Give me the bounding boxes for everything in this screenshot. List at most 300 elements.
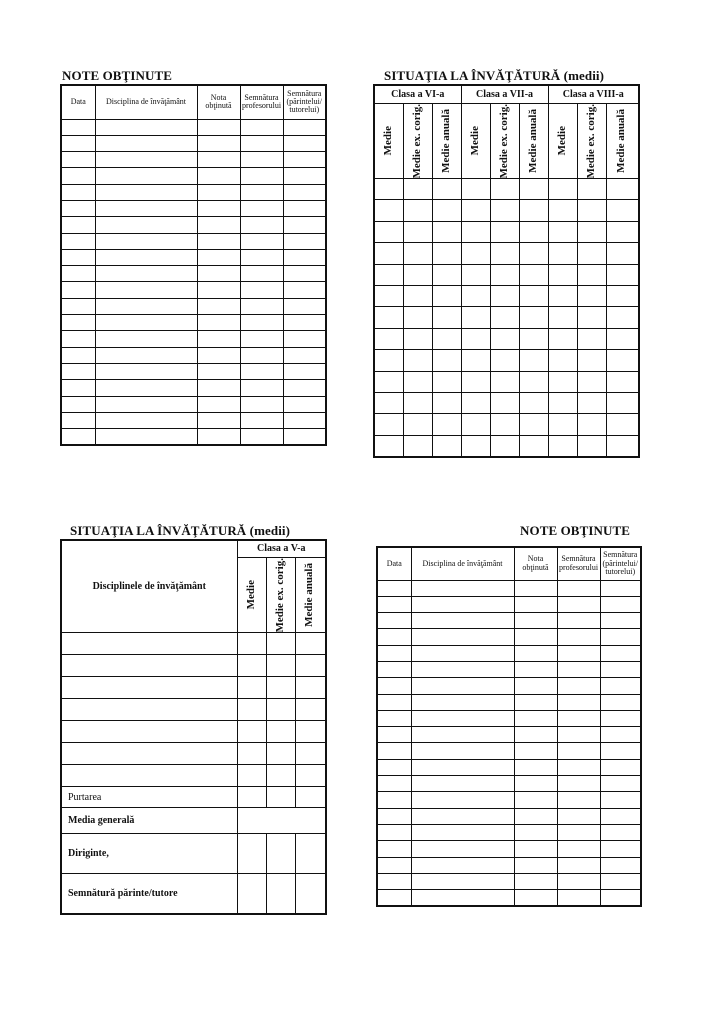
entry-cell[interactable]	[519, 328, 548, 349]
entry-cell[interactable]	[374, 414, 403, 435]
entry-cell[interactable]	[600, 727, 641, 743]
entry-cell[interactable]	[490, 221, 519, 242]
entry-cell[interactable]	[519, 221, 548, 242]
entry-cell[interactable]	[548, 350, 577, 371]
entry-cell[interactable]	[514, 808, 557, 824]
entry-cell[interactable]	[557, 629, 600, 645]
entry-cell[interactable]	[514, 645, 557, 661]
entry-cell[interactable]	[557, 824, 600, 840]
entry-cell[interactable]	[95, 412, 197, 428]
entry-cell[interactable]	[411, 759, 514, 775]
entry-cell[interactable]	[600, 890, 641, 906]
entry-cell[interactable]	[557, 645, 600, 661]
entry-cell[interactable]	[519, 307, 548, 328]
entry-cell[interactable]	[377, 661, 411, 677]
entry-cell[interactable]	[377, 710, 411, 726]
entry-cell[interactable]	[600, 613, 641, 629]
entry-cell[interactable]	[461, 285, 490, 306]
entry-cell[interactable]	[411, 710, 514, 726]
entry-cell[interactable]	[283, 315, 326, 331]
entry-cell[interactable]	[283, 266, 326, 282]
entry-cell[interactable]	[197, 331, 240, 347]
entry-cell[interactable]	[606, 350, 639, 371]
entry-cell[interactable]	[606, 179, 639, 200]
entry-cell[interactable]	[61, 347, 95, 363]
entry-cell[interactable]	[283, 347, 326, 363]
entry-cell[interactable]	[197, 298, 240, 314]
entry-cell[interactable]	[490, 350, 519, 371]
entry-cell[interactable]	[519, 392, 548, 413]
entry-cell[interactable]	[197, 168, 240, 184]
entry-cell[interactable]	[490, 200, 519, 221]
entry-cell[interactable]	[61, 380, 95, 396]
entry-cell[interactable]	[95, 152, 197, 168]
entry-cell[interactable]	[600, 678, 641, 694]
entry-cell[interactable]	[240, 298, 283, 314]
entry-cell[interactable]	[432, 243, 461, 264]
entry-cell[interactable]	[61, 217, 95, 233]
entry-cell[interactable]	[283, 217, 326, 233]
entry-cell[interactable]	[374, 435, 403, 456]
entry-cell[interactable]	[606, 264, 639, 285]
entry-cell[interactable]	[411, 776, 514, 792]
entry-cell[interactable]	[461, 371, 490, 392]
entry-cell[interactable]	[197, 380, 240, 396]
entry-cell[interactable]	[95, 184, 197, 200]
entry-cell[interactable]	[606, 200, 639, 221]
entry-cell[interactable]	[519, 243, 548, 264]
entry-cell[interactable]	[548, 328, 577, 349]
entry-cell[interactable]	[95, 347, 197, 363]
entry-cell[interactable]	[577, 350, 606, 371]
entry-cell[interactable]	[95, 380, 197, 396]
entry-cell[interactable]	[557, 727, 600, 743]
entry-cell[interactable]	[577, 179, 606, 200]
entry-cell[interactable]	[95, 331, 197, 347]
entry-cell[interactable]	[432, 307, 461, 328]
entry-cell[interactable]	[197, 315, 240, 331]
entry-cell[interactable]	[557, 776, 600, 792]
entry-cell[interactable]	[240, 217, 283, 233]
entry-cell[interactable]	[377, 727, 411, 743]
entry-cell[interactable]	[403, 350, 432, 371]
entry-cell[interactable]	[61, 298, 95, 314]
entry-cell[interactable]	[411, 580, 514, 596]
entry-cell[interactable]	[283, 412, 326, 428]
entry-cell[interactable]	[600, 841, 641, 857]
entry-cell[interactable]	[240, 200, 283, 216]
entry-cell[interactable]	[95, 429, 197, 445]
entry-cell[interactable]	[490, 328, 519, 349]
entry-cell[interactable]	[411, 792, 514, 808]
entry-cell[interactable]	[548, 243, 577, 264]
entry-cell[interactable]	[514, 580, 557, 596]
entry-cell[interactable]	[557, 596, 600, 612]
entry-cell[interactable]	[548, 264, 577, 285]
entry-cell[interactable]	[557, 694, 600, 710]
entry-cell[interactable]	[514, 661, 557, 677]
entry-cell[interactable]	[432, 435, 461, 456]
entry-cell[interactable]	[548, 371, 577, 392]
grade-cell[interactable]	[266, 633, 295, 655]
entry-cell[interactable]	[490, 371, 519, 392]
entry-cell[interactable]	[240, 119, 283, 135]
entry-cell[interactable]	[403, 243, 432, 264]
entry-cell[interactable]	[240, 184, 283, 200]
grade-cell[interactable]	[295, 721, 326, 743]
entry-cell[interactable]	[61, 412, 95, 428]
entry-cell[interactable]	[283, 282, 326, 298]
entry-cell[interactable]	[514, 792, 557, 808]
entry-cell[interactable]	[197, 266, 240, 282]
entry-cell[interactable]	[600, 759, 641, 775]
entry-cell[interactable]	[432, 328, 461, 349]
entry-cell[interactable]	[557, 759, 600, 775]
entry-cell[interactable]	[557, 808, 600, 824]
entry-cell[interactable]	[519, 414, 548, 435]
entry-cell[interactable]	[577, 264, 606, 285]
entry-cell[interactable]	[606, 414, 639, 435]
entry-cell[interactable]	[197, 412, 240, 428]
entry-cell[interactable]	[600, 645, 641, 661]
subject-cell[interactable]	[61, 765, 237, 787]
grade-cell[interactable]	[237, 699, 266, 721]
entry-cell[interactable]	[600, 857, 641, 873]
signature-cell[interactable]	[237, 834, 266, 874]
entry-cell[interactable]	[548, 414, 577, 435]
entry-cell[interactable]	[240, 380, 283, 396]
entry-cell[interactable]	[197, 135, 240, 151]
signature-cell[interactable]	[266, 874, 295, 914]
entry-cell[interactable]	[461, 264, 490, 285]
grade-cell[interactable]	[237, 633, 266, 655]
entry-cell[interactable]	[403, 371, 432, 392]
entry-cell[interactable]	[600, 661, 641, 677]
entry-cell[interactable]	[432, 200, 461, 221]
entry-cell[interactable]	[240, 412, 283, 428]
entry-cell[interactable]	[377, 629, 411, 645]
entry-cell[interactable]	[95, 266, 197, 282]
entry-cell[interactable]	[548, 392, 577, 413]
entry-cell[interactable]	[197, 233, 240, 249]
entry-cell[interactable]	[514, 727, 557, 743]
entry-cell[interactable]	[577, 285, 606, 306]
entry-cell[interactable]	[548, 285, 577, 306]
entry-cell[interactable]	[374, 243, 403, 264]
entry-cell[interactable]	[577, 392, 606, 413]
entry-cell[interactable]	[197, 152, 240, 168]
entry-cell[interactable]	[377, 596, 411, 612]
entry-cell[interactable]	[61, 249, 95, 265]
entry-cell[interactable]	[197, 200, 240, 216]
entry-cell[interactable]	[95, 315, 197, 331]
grade-cell[interactable]	[237, 765, 266, 787]
entry-cell[interactable]	[283, 331, 326, 347]
grade-cell[interactable]	[266, 765, 295, 787]
entry-cell[interactable]	[61, 266, 95, 282]
entry-cell[interactable]	[519, 285, 548, 306]
entry-cell[interactable]	[240, 152, 283, 168]
entry-cell[interactable]	[411, 629, 514, 645]
entry-cell[interactable]	[283, 168, 326, 184]
grade-cell[interactable]	[237, 677, 266, 699]
entry-cell[interactable]	[519, 371, 548, 392]
entry-cell[interactable]	[557, 613, 600, 629]
entry-cell[interactable]	[61, 119, 95, 135]
grade-cell[interactable]	[237, 743, 266, 765]
subject-cell[interactable]	[61, 655, 237, 677]
entry-cell[interactable]	[600, 694, 641, 710]
entry-cell[interactable]	[461, 435, 490, 456]
entry-cell[interactable]	[411, 613, 514, 629]
entry-cell[interactable]	[411, 743, 514, 759]
entry-cell[interactable]	[557, 580, 600, 596]
entry-cell[interactable]	[557, 743, 600, 759]
entry-cell[interactable]	[283, 249, 326, 265]
entry-cell[interactable]	[432, 285, 461, 306]
entry-cell[interactable]	[461, 307, 490, 328]
entry-cell[interactable]	[95, 217, 197, 233]
entry-cell[interactable]	[283, 363, 326, 379]
entry-cell[interactable]	[403, 414, 432, 435]
entry-cell[interactable]	[240, 233, 283, 249]
entry-cell[interactable]	[600, 596, 641, 612]
entry-cell[interactable]	[514, 710, 557, 726]
entry-cell[interactable]	[557, 678, 600, 694]
entry-cell[interactable]	[514, 678, 557, 694]
entry-cell[interactable]	[61, 135, 95, 151]
entry-cell[interactable]	[377, 694, 411, 710]
entry-cell[interactable]	[557, 792, 600, 808]
entry-cell[interactable]	[490, 264, 519, 285]
entry-cell[interactable]	[600, 824, 641, 840]
grade-cell[interactable]	[295, 765, 326, 787]
entry-cell[interactable]	[377, 792, 411, 808]
entry-cell[interactable]	[514, 824, 557, 840]
entry-cell[interactable]	[490, 392, 519, 413]
grade-cell[interactable]	[237, 787, 266, 808]
entry-cell[interactable]	[377, 873, 411, 889]
grade-cell[interactable]	[295, 677, 326, 699]
entry-cell[interactable]	[548, 179, 577, 200]
entry-cell[interactable]	[283, 135, 326, 151]
entry-cell[interactable]	[600, 808, 641, 824]
entry-cell[interactable]	[432, 179, 461, 200]
entry-cell[interactable]	[514, 776, 557, 792]
entry-cell[interactable]	[240, 347, 283, 363]
entry-cell[interactable]	[197, 184, 240, 200]
entry-cell[interactable]	[548, 221, 577, 242]
signature-cell[interactable]	[266, 834, 295, 874]
entry-cell[interactable]	[557, 890, 600, 906]
entry-cell[interactable]	[240, 266, 283, 282]
entry-cell[interactable]	[61, 331, 95, 347]
entry-cell[interactable]	[411, 873, 514, 889]
grade-cell[interactable]	[237, 721, 266, 743]
entry-cell[interactable]	[490, 179, 519, 200]
subject-cell[interactable]	[61, 633, 237, 655]
entry-cell[interactable]	[61, 429, 95, 445]
entry-cell[interactable]	[95, 396, 197, 412]
entry-cell[interactable]	[283, 298, 326, 314]
entry-cell[interactable]	[519, 435, 548, 456]
entry-cell[interactable]	[240, 135, 283, 151]
entry-cell[interactable]	[377, 808, 411, 824]
entry-cell[interactable]	[519, 350, 548, 371]
entry-cell[interactable]	[377, 841, 411, 857]
entry-cell[interactable]	[514, 890, 557, 906]
entry-cell[interactable]	[240, 282, 283, 298]
grade-cell[interactable]	[295, 655, 326, 677]
entry-cell[interactable]	[283, 184, 326, 200]
entry-cell[interactable]	[461, 179, 490, 200]
entry-cell[interactable]	[61, 200, 95, 216]
entry-cell[interactable]	[606, 285, 639, 306]
entry-cell[interactable]	[197, 396, 240, 412]
entry-cell[interactable]	[403, 264, 432, 285]
signature-cell[interactable]	[237, 874, 266, 914]
entry-cell[interactable]	[283, 233, 326, 249]
entry-cell[interactable]	[548, 435, 577, 456]
entry-cell[interactable]	[411, 661, 514, 677]
entry-cell[interactable]	[606, 307, 639, 328]
entry-cell[interactable]	[411, 694, 514, 710]
grade-cell[interactable]	[295, 743, 326, 765]
entry-cell[interactable]	[403, 285, 432, 306]
entry-cell[interactable]	[374, 264, 403, 285]
entry-cell[interactable]	[548, 200, 577, 221]
entry-cell[interactable]	[606, 221, 639, 242]
entry-cell[interactable]	[606, 435, 639, 456]
entry-cell[interactable]	[240, 168, 283, 184]
entry-cell[interactable]	[377, 678, 411, 694]
entry-cell[interactable]	[95, 200, 197, 216]
entry-cell[interactable]	[374, 307, 403, 328]
entry-cell[interactable]	[197, 249, 240, 265]
grade-cell[interactable]	[237, 655, 266, 677]
entry-cell[interactable]	[519, 179, 548, 200]
entry-cell[interactable]	[61, 396, 95, 412]
subject-cell[interactable]	[61, 677, 237, 699]
entry-cell[interactable]	[600, 776, 641, 792]
entry-cell[interactable]	[411, 727, 514, 743]
entry-cell[interactable]	[514, 841, 557, 857]
entry-cell[interactable]	[519, 264, 548, 285]
entry-cell[interactable]	[411, 596, 514, 612]
entry-cell[interactable]	[95, 119, 197, 135]
entry-cell[interactable]	[577, 307, 606, 328]
entry-cell[interactable]	[514, 629, 557, 645]
entry-cell[interactable]	[577, 243, 606, 264]
entry-cell[interactable]	[514, 596, 557, 612]
entry-cell[interactable]	[61, 168, 95, 184]
entry-cell[interactable]	[577, 328, 606, 349]
entry-cell[interactable]	[197, 429, 240, 445]
entry-cell[interactable]	[61, 282, 95, 298]
entry-cell[interactable]	[61, 363, 95, 379]
entry-cell[interactable]	[600, 743, 641, 759]
entry-cell[interactable]	[374, 350, 403, 371]
entry-cell[interactable]	[283, 380, 326, 396]
signature-cell[interactable]	[295, 874, 326, 914]
general-average-cell[interactable]	[237, 808, 326, 834]
entry-cell[interactable]	[600, 629, 641, 645]
entry-cell[interactable]	[283, 119, 326, 135]
entry-cell[interactable]	[577, 414, 606, 435]
entry-cell[interactable]	[519, 200, 548, 221]
entry-cell[interactable]	[95, 233, 197, 249]
entry-cell[interactable]	[95, 135, 197, 151]
entry-cell[interactable]	[374, 392, 403, 413]
entry-cell[interactable]	[432, 264, 461, 285]
entry-cell[interactable]	[606, 392, 639, 413]
entry-cell[interactable]	[377, 580, 411, 596]
entry-cell[interactable]	[95, 282, 197, 298]
entry-cell[interactable]	[197, 119, 240, 135]
entry-cell[interactable]	[411, 890, 514, 906]
entry-cell[interactable]	[403, 221, 432, 242]
entry-cell[interactable]	[461, 328, 490, 349]
entry-cell[interactable]	[514, 613, 557, 629]
entry-cell[interactable]	[240, 363, 283, 379]
entry-cell[interactable]	[577, 200, 606, 221]
entry-cell[interactable]	[283, 396, 326, 412]
entry-cell[interactable]	[95, 249, 197, 265]
grade-cell[interactable]	[266, 699, 295, 721]
subject-cell[interactable]	[61, 743, 237, 765]
entry-cell[interactable]	[490, 243, 519, 264]
entry-cell[interactable]	[61, 184, 95, 200]
entry-cell[interactable]	[377, 645, 411, 661]
entry-cell[interactable]	[514, 743, 557, 759]
entry-cell[interactable]	[240, 331, 283, 347]
entry-cell[interactable]	[283, 200, 326, 216]
entry-cell[interactable]	[411, 841, 514, 857]
entry-cell[interactable]	[490, 414, 519, 435]
entry-cell[interactable]	[461, 243, 490, 264]
subject-cell[interactable]	[61, 699, 237, 721]
entry-cell[interactable]	[606, 371, 639, 392]
entry-cell[interactable]	[461, 200, 490, 221]
entry-cell[interactable]	[95, 168, 197, 184]
entry-cell[interactable]	[374, 179, 403, 200]
entry-cell[interactable]	[403, 307, 432, 328]
entry-cell[interactable]	[548, 307, 577, 328]
entry-cell[interactable]	[374, 285, 403, 306]
entry-cell[interactable]	[374, 371, 403, 392]
entry-cell[interactable]	[514, 694, 557, 710]
entry-cell[interactable]	[600, 873, 641, 889]
entry-cell[interactable]	[514, 759, 557, 775]
grade-cell[interactable]	[266, 655, 295, 677]
entry-cell[interactable]	[61, 315, 95, 331]
entry-cell[interactable]	[600, 710, 641, 726]
entry-cell[interactable]	[411, 857, 514, 873]
entry-cell[interactable]	[377, 759, 411, 775]
entry-cell[interactable]	[95, 298, 197, 314]
entry-cell[interactable]	[377, 743, 411, 759]
entry-cell[interactable]	[240, 315, 283, 331]
entry-cell[interactable]	[377, 824, 411, 840]
entry-cell[interactable]	[197, 217, 240, 233]
entry-cell[interactable]	[606, 243, 639, 264]
entry-cell[interactable]	[377, 613, 411, 629]
entry-cell[interactable]	[461, 392, 490, 413]
grade-cell[interactable]	[266, 677, 295, 699]
entry-cell[interactable]	[95, 363, 197, 379]
entry-cell[interactable]	[557, 841, 600, 857]
entry-cell[interactable]	[577, 435, 606, 456]
